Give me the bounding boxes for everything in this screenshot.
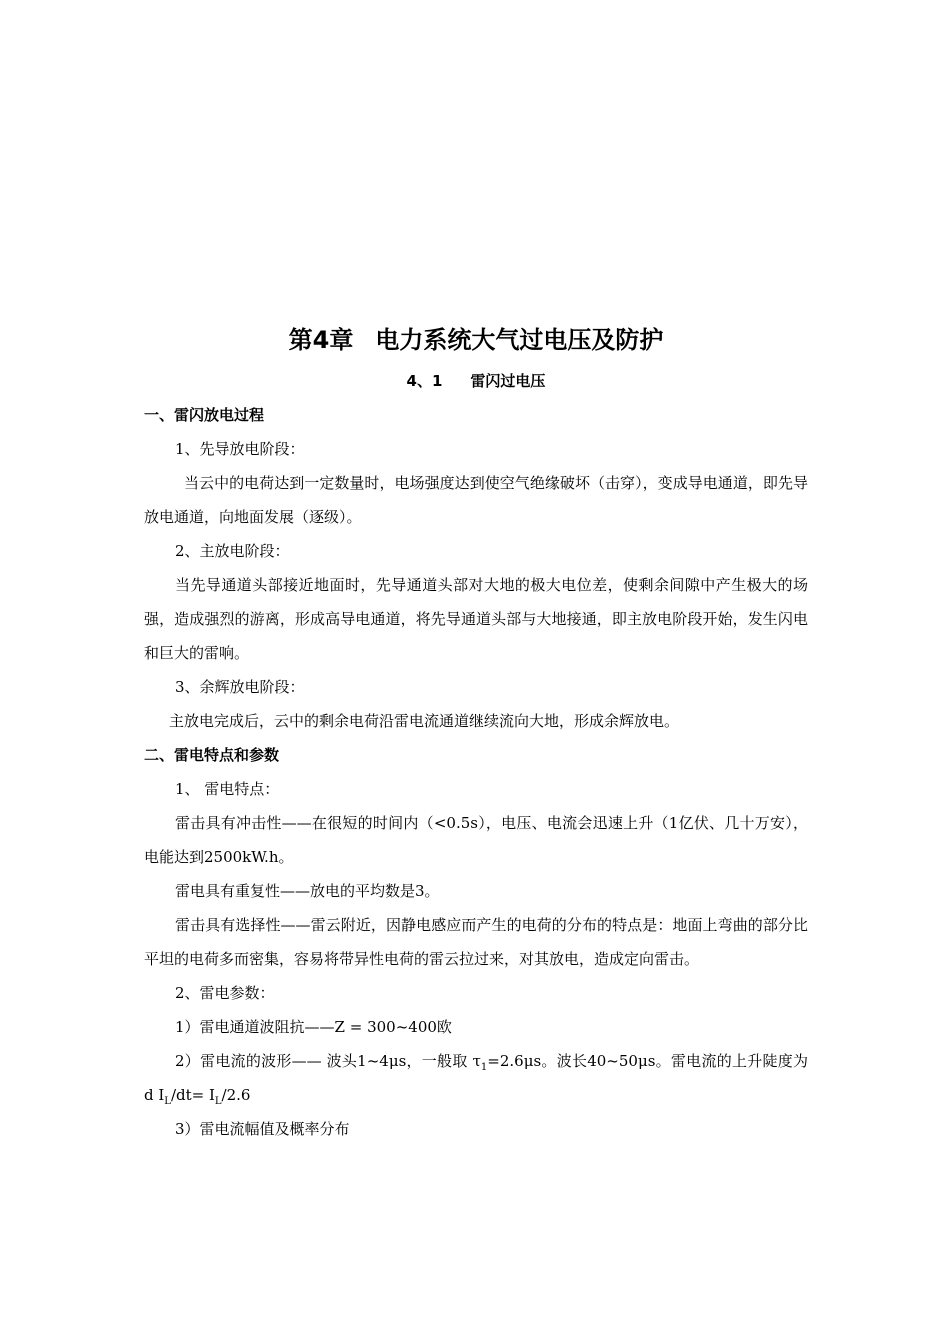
chapter-title <box>144 322 808 358</box>
paragraph-afterglow-stage: 主放电完成后，云中的剩余电荷沿雷电流通道继续流向大地，形成余辉放电。 <box>169 712 680 730</box>
chapter-number: 第4章 <box>288 326 354 354</box>
subheading-afterglow-stage: 3、余辉放电阶段： <box>175 678 305 696</box>
heading-discharge-process: 一、雷闪放电过程 <box>144 406 265 424</box>
heading-lightning-features: 二、雷电特点和参数 <box>144 746 280 764</box>
waveform-subscript-2: L <box>164 1096 171 1107</box>
section-number: 4、1 <box>406 372 443 390</box>
subheading-features: 1、 雷电特点： <box>175 780 280 798</box>
chapter-title-text: 电力系统大气过电压及防护 <box>375 326 664 354</box>
waveform-text-3: /dt= I <box>170 1086 215 1104</box>
document-body <box>144 318 808 1146</box>
paragraph-amplitude: 3）雷电流幅值及概率分布 <box>175 1120 350 1138</box>
paragraph-impulse: 雷击具有冲击性——在很短的时间内（<0.5s），电压、电流会迅速上升（1亿伏、几十万安），电能达到2500kW.h。 <box>144 814 808 866</box>
paragraph-waveform <box>144 1044 808 1112</box>
waveform-subscript-1: 1 <box>480 1062 488 1073</box>
paragraph-impedance: 1）雷电通道波阻抗——Z = 300~400欧 <box>175 1018 452 1036</box>
paragraph-main-stage: 当先导通道头部接近地面时，先导通道头部对大地的极大电位差，使剩余间隙中产生极大的场强，造成强烈的游离，形成高导电通道，将先导通道头部与大地接通，即主放电阶段开始，发生闪电和巨大的雷响。 <box>144 576 808 662</box>
waveform-subscript-3: L <box>214 1096 222 1107</box>
paragraph-selectivity: 雷击具有选择性——雷云附近，因静电感应而产生的电荷的分布的特点是：地面上弯曲的部分比平坦的电荷多而密集，容易将带异性电荷的雷云拉过来，对其放电，造成定向雷击。 <box>144 916 808 968</box>
subheading-main-stage: 2、主放电阶段： <box>175 542 290 560</box>
waveform-text-4: /2.6 <box>221 1086 251 1104</box>
subheading-parameters: 2、雷电参数： <box>175 984 275 1002</box>
subheading-leader-stage: 1、先导放电阶段： <box>175 440 305 458</box>
paragraph-repetition: 雷电具有重复性——放电的平均数是3。 <box>175 882 440 900</box>
waveform-text-2: =2.6μs。波长40~50μs。雷电流的上升陡度为d I <box>144 1052 809 1104</box>
paragraph-leader-stage: 当云中的电荷达到一定数量时，电场强度达到使空气绝缘破坏（击穿），变成导电通道，即先导放电通道，向地面发展（逐级）。 <box>144 474 808 526</box>
waveform-text-1: 2）雷电流的波形—— 波头1~4μs，一般取 τ <box>175 1052 481 1070</box>
section-title <box>144 364 808 398</box>
section-title-text: 雷闪过电压 <box>470 372 546 390</box>
